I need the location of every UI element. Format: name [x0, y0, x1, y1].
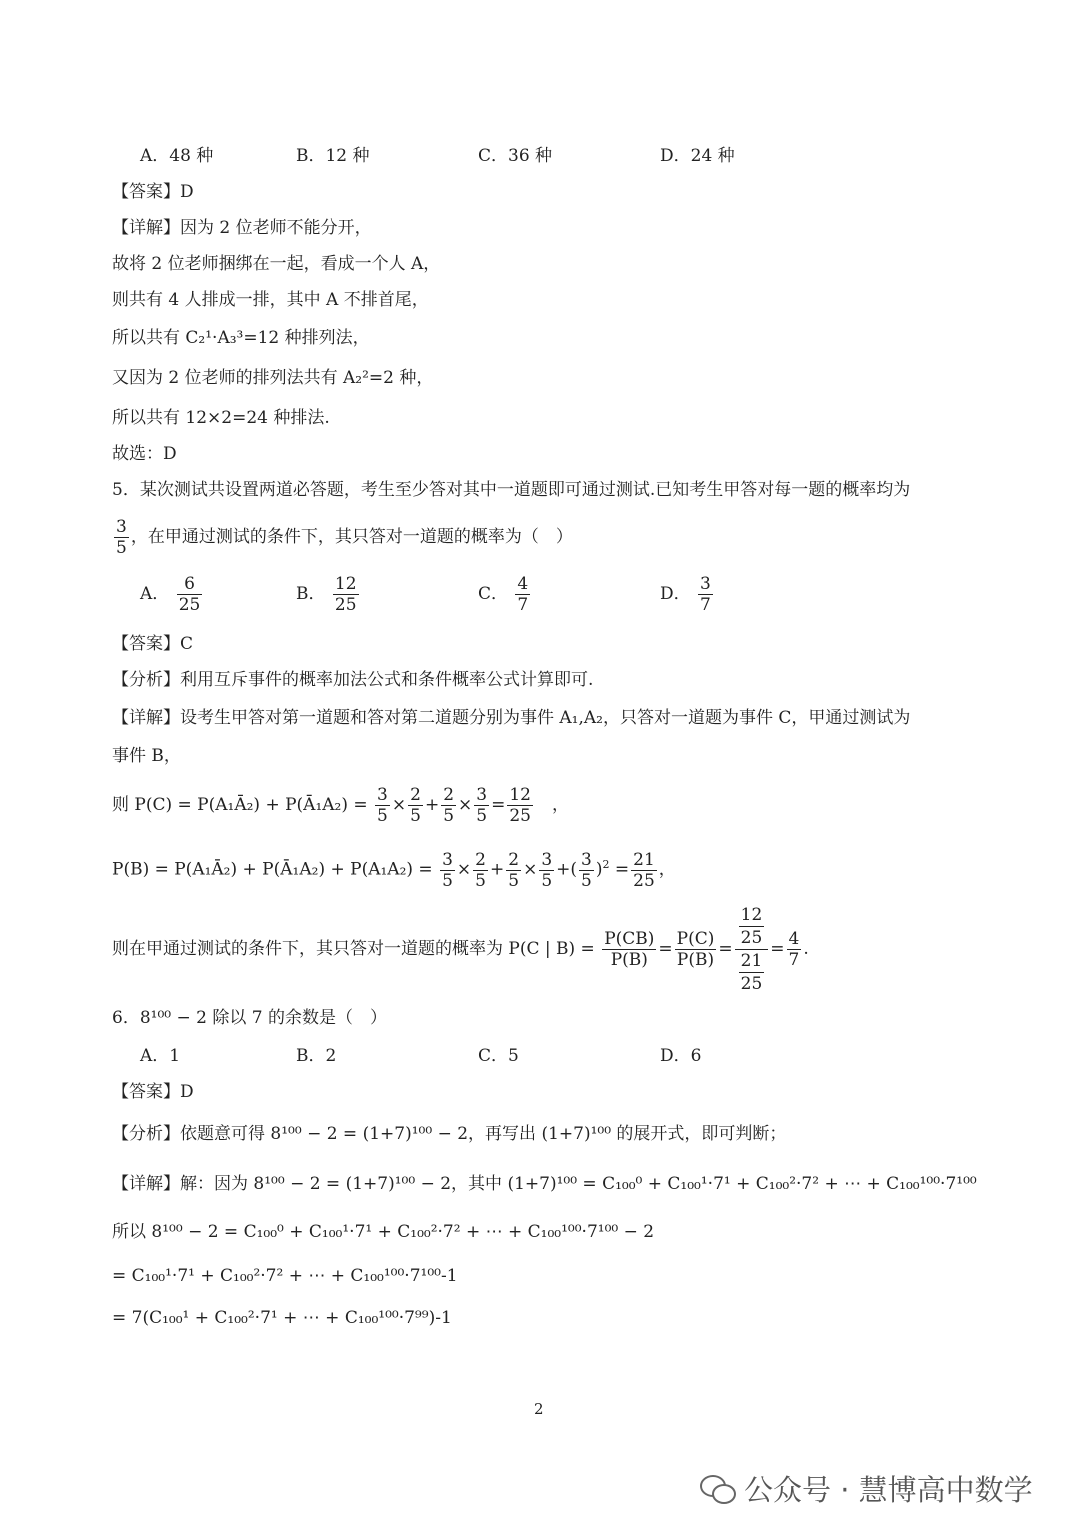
cond-frac-1-num: P(CB)	[604, 929, 655, 949]
pb-frac-result	[631, 850, 657, 891]
q6-stem: 6．8¹⁰⁰ − 2 除以 7 的余数是（ ）	[112, 1008, 387, 1028]
pb-frac-1	[440, 850, 455, 891]
q6-option-d: D．6	[660, 1046, 702, 1066]
cond-inner-top-num: 12	[740, 905, 763, 925]
pb-frac-4-num: 3	[541, 849, 553, 870]
q5-option-b-fraction	[333, 574, 359, 615]
q4-detail-tag: 【详解】	[112, 218, 180, 238]
q5-option-c-den: 7	[517, 595, 529, 615]
q6-detail: 【详解】解：因为 8¹⁰⁰ − 2 = (1+7)¹⁰⁰ − 2，其中 (1+7)¹⁰⁰ = C₁₀₀⁰ + C₁₀₀¹·7¹ + C₁₀₀²·7² + ⋯ + C₁₀₀¹⁰⁰·7¹⁰⁰	[112, 1174, 977, 1194]
q5-detail-1: 【详解】设考生甲答对第一道题和答对第二道题分别为事件 A₁,A₂，只答对一道题为事件 C，甲通过测试为	[112, 708, 911, 728]
q5-option-a-num: 6	[177, 574, 203, 595]
q5-conclusion: 则在甲通过测试的条件下，其只答对一道题的概率为 P(C | B) = $\frac{P(CB)}{P(B)}$ = $\frac{P(C)}{P(B)}$ = $\frac{\frac{12}{25}}{\frac{21}{25}}$ = $\frac{4}{7}$ .	[112, 905, 809, 994]
pc-frac-3-num: 2	[443, 785, 455, 805]
cond-frac-2-den: P(B)	[676, 950, 715, 970]
pc-result-num: 12	[509, 785, 531, 805]
pb-frac-2-num: 2	[475, 849, 486, 870]
q5-option-c-fraction	[515, 574, 530, 615]
pc-frac-2-den: 5	[410, 806, 421, 826]
q6-line-1: 所以 8¹⁰⁰ − 2 = C₁₀₀⁰ + C₁₀₀¹·7¹ + C₁₀₀²·7² + ⋯ + C₁₀₀¹⁰⁰·7¹⁰⁰ − 2	[112, 1222, 655, 1242]
q5-option-b-num: 12	[334, 574, 357, 594]
watermark	[700, 1468, 1033, 1509]
q4-detail-line-2: 故将 2 位老师捆绑在一起，看成一个人 A，	[112, 254, 441, 274]
pc-frac-4-num: 3	[476, 785, 488, 805]
q5-pc-prefix: 则 P(C) = P(A₁Ā₂) + P(Ā₁A₂) =	[112, 795, 368, 815]
q4-detail-line-4: 所以共有 C₂¹·A₃³=12 种排列法，	[112, 328, 370, 348]
q4-option-c: C．36 种	[478, 146, 553, 166]
q5-option-c-label: C．	[478, 584, 509, 604]
q5-option-a-label: A．	[140, 584, 170, 604]
q4-option-d: D．24 种	[660, 146, 735, 166]
q5-conclusion-prefix: 则在甲通过测试的条件下，其只答对一道题的概率为 P(C | B) =	[112, 939, 595, 959]
q4-detail-line-6: 所以共有 12×2=24 种排法.	[112, 408, 330, 428]
cond-frac-1	[602, 929, 656, 970]
pb-frac-3	[506, 850, 521, 891]
q5-stem-2-text: ，在甲通过测试的条件下，其只答对一道题的概率为（ ）	[130, 527, 573, 547]
pb-result-num: 21	[633, 849, 655, 870]
q5-option-d-label: D．	[660, 584, 691, 604]
pb-frac-2	[473, 850, 488, 891]
wechat-icon	[700, 1475, 734, 1503]
q4-choice: 故选：D	[112, 444, 177, 464]
q5-pb-prefix: P(B) = P(A₁Ā₂) + P(Ā₁A₂) + P(A₁A₂) =	[112, 859, 433, 880]
q5-option-b-label: B．	[296, 584, 326, 604]
q6-answer: 【答案】D	[112, 1082, 194, 1102]
q4-detail-text-1: 因为 2 位老师不能分开，	[180, 218, 372, 238]
cond-inner-bottom-den: 25	[740, 974, 763, 994]
pc-frac-3-den: 5	[443, 806, 455, 826]
q5-pb-formula: P(B) = P(A₁Ā₂) + P(Ā₁A₂) + P(A₁A₂) = $\frac{3}{5}$ × $\frac{2}{5}$ + $\frac{2}{5}$ × $\frac{3}{5}$ +( $\frac{3}{5}$ )$^2$ = $\frac{21}{25}$ ，	[112, 849, 676, 891]
cond-inner-top-den: 25	[740, 928, 763, 948]
q5-prob-den: 5	[116, 538, 127, 558]
q6-line-2: = C₁₀₀¹·7¹ + C₁₀₀²·7² + ⋯ + C₁₀₀¹⁰⁰·7¹⁰⁰-1	[112, 1266, 458, 1286]
q5-analysis: 【分析】利用互斥事件的概率加法公式和条件概率公式计算即可.	[112, 670, 594, 690]
pb-frac-5-den: 5	[581, 870, 592, 891]
q5-option-d-num: 3	[700, 574, 711, 594]
q5-option-b	[296, 574, 361, 615]
watermark-text: 公众号 · 慧博高中数学	[744, 1473, 1033, 1507]
q5-option-c	[478, 574, 532, 615]
q5-answer: 【答案】C	[112, 634, 194, 654]
pb-square: 2	[602, 858, 610, 871]
pb-frac-4-den: 5	[541, 870, 553, 891]
q6-option-b: B．2	[296, 1046, 337, 1066]
q5-option-d-fraction	[698, 574, 713, 615]
cond-frac-1-den: P(B)	[610, 950, 648, 970]
q5-prob-fraction	[114, 517, 129, 558]
pc-frac-2-num: 2	[410, 785, 421, 805]
pc-frac-2	[408, 785, 423, 826]
q5-option-d	[660, 574, 715, 615]
cond-frac-2	[675, 929, 717, 970]
q4-option-a: A．48 种	[140, 146, 214, 166]
pb-frac-1-den: 5	[442, 870, 453, 891]
pc-frac-1-den: 5	[377, 806, 388, 826]
cond-result-den: 7	[788, 950, 800, 970]
q6-line-3: = 7(C₁₀₀¹ + C₁₀₀²·7¹ + ⋯ + C₁₀₀¹⁰⁰·7⁹⁹)-1	[112, 1308, 452, 1328]
pb-frac-2-den: 5	[475, 870, 486, 891]
cond-frac-complex-den	[735, 950, 769, 995]
pb-frac-5-num: 3	[581, 849, 592, 870]
pb-frac-5	[579, 850, 594, 891]
pc-frac-result	[507, 785, 533, 826]
q6-option-a: A．1	[140, 1046, 181, 1066]
cond-frac-result	[787, 929, 802, 970]
cond-inner-bottom	[739, 950, 765, 995]
q5-option-a-fraction	[177, 574, 203, 615]
q4-detail-line-1	[112, 216, 372, 240]
cond-frac-complex	[735, 904, 769, 995]
pc-result-den: 25	[509, 806, 531, 826]
pb-frac-4	[539, 850, 554, 891]
q5-option-c-num: 4	[517, 574, 529, 594]
q5-stem-1: 5．某次测试共设置两道必答题，考生至少答对其中一道题即可通过测试.已知考生甲答对每一题的概率均为	[112, 480, 911, 500]
q5-stem-2	[112, 514, 573, 560]
q5-option-d-den: 7	[700, 595, 711, 615]
pb-frac-1-num: 3	[442, 849, 453, 870]
pb-frac-3-num: 2	[508, 849, 520, 870]
pb-frac-3-den: 5	[508, 870, 520, 891]
q6-option-c: C．5	[478, 1046, 519, 1066]
cond-inner-bottom-num: 21	[740, 951, 763, 971]
pc-frac-4-den: 5	[476, 806, 488, 826]
q6-analysis: 【分析】依题意可得 8¹⁰⁰ − 2 = (1+7)¹⁰⁰ − 2，再写出 (1+7)¹⁰⁰ 的展开式，即可判断；	[112, 1124, 787, 1144]
q5-option-a	[140, 574, 204, 615]
pb-result-den: 25	[633, 870, 655, 891]
q5-option-a-den: 25	[178, 595, 201, 615]
pc-frac-1-num: 3	[377, 785, 388, 805]
q4-detail-line-3: 则共有 4 人排成一排，其中 A 不排首尾，	[112, 290, 429, 310]
pc-frac-3	[441, 785, 456, 826]
q4-option-b: B．12 种	[296, 146, 370, 166]
cond-frac-complex-num	[735, 904, 769, 950]
page-number: 2	[534, 1400, 544, 1418]
q5-pc-formula: 则 P(C) = P(A₁Ā₂) + P(Ā₁A₂) = $\frac{3}{5}$ × $\frac{2}{5}$ + $\frac{2}{5}$ × $\frac{3}{5}$ = $\frac{12}{25}$ ，	[112, 785, 569, 826]
q5-prob-num: 3	[116, 517, 127, 537]
q5-option-b-den: 25	[334, 595, 357, 615]
cond-inner-top	[739, 904, 765, 949]
cond-result-num: 4	[788, 929, 800, 949]
q4-detail-line-5: 又因为 2 位老师的排列法共有 A₂²=2 种，	[112, 368, 434, 388]
pc-frac-4	[474, 785, 489, 826]
cond-frac-2-num: P(C)	[676, 929, 715, 949]
q4-answer: 【答案】D	[112, 182, 194, 202]
pc-frac-1	[375, 785, 390, 826]
q5-detail-2: 事件 B，	[112, 746, 181, 766]
